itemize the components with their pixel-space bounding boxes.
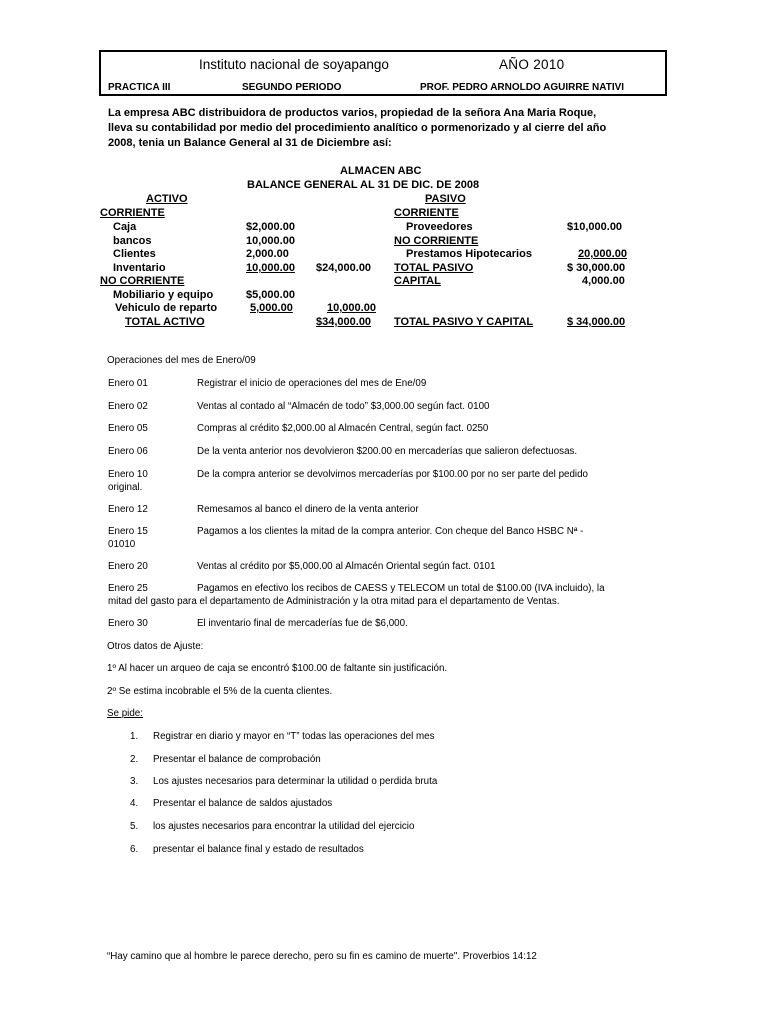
total-pasivo-value: $ 30,000.00 — [567, 262, 626, 274]
institute-title: Instituto nacional de soyapango — [199, 57, 389, 72]
period-label: SEGUNDO PERIODO — [242, 82, 342, 93]
requirement-number: 5. — [130, 821, 139, 832]
requirement-text: Los ajustes necesarios para determinar la utilidad o perdida bruta — [153, 776, 438, 787]
requirement-number: 2. — [130, 754, 139, 765]
operation-date: Enero 01 — [108, 378, 148, 389]
operation-description: Compras al crédito $2,000.00 al Almacén Central, según fact. 0250 — [197, 423, 489, 434]
company-name: ALMACEN ABC — [340, 165, 422, 177]
total-pasivo-label: TOTAL PASIVO — [394, 262, 474, 274]
operation-date: Enero 05 — [108, 423, 148, 434]
adjustment-item: 2º Se estima incobrable el 5% de la cuenta clientes. — [107, 686, 333, 697]
clientes-value: 2,000.00 — [246, 248, 289, 260]
vehiculo-value: 5,000.00 — [250, 302, 293, 314]
requirement-text: Registrar en diario y mayor en “T” todas las operaciones del mes — [153, 731, 435, 742]
adjustments-heading: Otros datos de Ajuste: — [107, 641, 204, 652]
pasivo-heading: PASIVO — [425, 193, 466, 205]
operation-date: Enero 12 — [108, 504, 148, 515]
operation-date: Enero 30 — [108, 618, 148, 629]
pasivo-corriente-heading: CORRIENTE — [394, 207, 459, 219]
activo-heading: ACTIVO — [146, 193, 188, 205]
caja-value: $2,000.00 — [246, 221, 295, 233]
clientes-label: Clientes — [113, 248, 156, 260]
bancos-value: 10,000.00 — [246, 235, 295, 247]
proveedores-value: $10,000.00 — [567, 221, 623, 233]
total-pasivo-capital-value: $ 34,000.00 — [567, 316, 626, 328]
pasivo-no-corriente-heading: NO CORRIENTE — [394, 235, 479, 247]
operation-date: Enero 02 — [108, 401, 148, 412]
mobiliario-label: Mobiliario y equipo — [113, 289, 214, 301]
operation-description: Ventas al crédito por $5,000.00 al Almacén Oriental según fact. 0101 — [197, 561, 496, 572]
requirement-number: 3. — [130, 776, 139, 787]
capital-value: 4,000.00 — [582, 275, 625, 287]
balance-title: BALANCE GENERAL AL 31 DE DIC. DE 2008 — [247, 179, 480, 191]
operation-date: Enero 06 — [108, 446, 148, 457]
activo-no-corriente-total: 10,000.00 — [327, 302, 376, 314]
vehiculo-label: Vehiculo de reparto — [115, 302, 218, 314]
operations-heading: Operaciones del mes de Enero/09 — [107, 355, 256, 366]
prestamos-value: 20,000.00 — [578, 248, 627, 260]
operation-description: El inventario final de mercaderías fue de $6,000. — [197, 618, 408, 629]
requirement-text: Presentar el balance de comprobación — [153, 754, 321, 765]
total-activo-value: $34,000.00 — [316, 316, 372, 328]
inventario-label: Inventario — [113, 262, 166, 274]
total-pasivo-capital-label: TOTAL PASIVO Y CAPITAL — [394, 316, 534, 328]
requirement-number: 6. — [130, 844, 139, 855]
operation-description: Pagamos a los clientes la mitad de la compra anterior. Con cheque del Banco HSBC Nª - — [197, 526, 584, 537]
intro-line: La empresa ABC distribuidora de productos varios, propiedad de la señora Ana Maria Roque, — [108, 107, 597, 119]
activo-corriente-total: $24,000.00 — [316, 262, 372, 274]
requirement-text: los ajustes necesarios para encontrar la utilidad del ejercicio — [153, 821, 415, 832]
operation-description: Ventas al contado al “Almacén de todo” $3,000.00 según fact. 0100 — [197, 401, 490, 412]
operation-continuation: 01010 — [108, 539, 136, 550]
operation-date: Enero 10 — [108, 469, 148, 480]
caja-label: Caja — [113, 221, 137, 233]
adjustment-item: 1º Al hacer un arqueo de caja se encontró $100.00 de faltante sin justificación. — [107, 663, 448, 674]
operation-date: Enero 25 — [108, 583, 148, 594]
operation-description: Pagamos en efectivo los recibos de CAESS y TELECOM un total de $100.00 (IVA incluido), la — [197, 583, 605, 594]
prestamos-label: Prestamos Hipotecarios — [406, 248, 532, 260]
operation-date: Enero 20 — [108, 561, 148, 572]
activo-no-corriente-heading: NO CORRIENTE — [100, 275, 185, 287]
operation-description: De la compra anterior se devolvimos mercaderías por $100.00 por no ser parte del pedido — [197, 469, 589, 480]
operation-continuation: mitad del gasto para el departamento de Administración y la otra mitad para el departamento de Ventas. — [108, 596, 560, 607]
header-box — [99, 50, 667, 96]
proveedores-label: Proveedores — [406, 221, 473, 233]
footer-quote: “Hay camino que al hombre le parece derecho, pero su fin es camino de muerte". Proverbios 14:12 — [107, 951, 537, 962]
intro-paragraph — [108, 106, 648, 151]
requirement-text: presentar el balance final y estado de resultados — [153, 844, 364, 855]
bancos-label: bancos — [113, 235, 152, 247]
mobiliario-value: $5,000.00 — [246, 289, 295, 301]
activo-corriente-heading: CORRIENTE — [100, 207, 165, 219]
requirements-heading: Se pide: — [107, 708, 143, 719]
operation-continuation: original. — [108, 482, 143, 493]
requirement-number: 1. — [130, 731, 139, 742]
operation-description: Registrar el inicio de operaciones del mes de Ene/09 — [197, 378, 427, 389]
requirement-text: Presentar el balance de saldos ajustados — [153, 798, 333, 809]
intro-line: 2008, tenia un Balance General al 31 de Diciembre así: — [108, 137, 392, 149]
practice-label: PRACTICA III — [108, 82, 171, 93]
capital-label: CAPITAL — [394, 275, 441, 287]
operation-description: Remesamos al banco el dinero de la venta anterior — [197, 504, 419, 515]
requirement-number: 4. — [130, 798, 139, 809]
intro-line: lleva su contabilidad por medio del procedimiento analítico o pormenorizado y al cierre del año — [108, 122, 607, 134]
operation-description: De la venta anterior nos devolvieron $200.00 en mercaderías que salieron defectuosas. — [197, 446, 578, 457]
total-activo-label: TOTAL ACTIVO — [125, 316, 205, 328]
operation-date: Enero 15 — [108, 526, 148, 537]
year-label: AÑO 2010 — [499, 57, 565, 72]
inventario-value: 10,000.00 — [246, 262, 295, 274]
professor-label: PROF. PEDRO ARNOLDO AGUIRRE NATIVI — [420, 82, 625, 93]
